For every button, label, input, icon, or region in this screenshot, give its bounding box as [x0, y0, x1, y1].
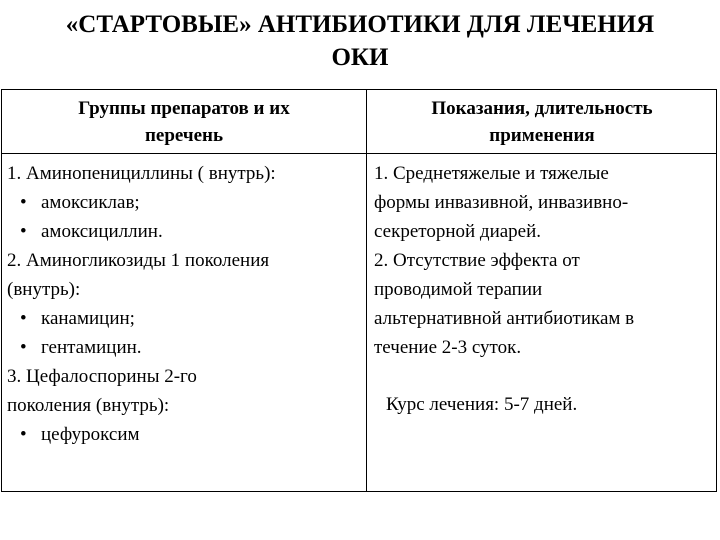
- group-aminoglycosides-route: (внутрь):: [7, 279, 81, 300]
- indication-1-line-2: формы инвазивной, инвазивно-: [374, 192, 629, 213]
- antibiotics-table: [1, 89, 717, 492]
- slide-title: [0, 8, 720, 74]
- header-indications: [367, 95, 717, 149]
- header-right-line-2: применения: [489, 125, 595, 146]
- indication-2-line-3: альтернативной антибиотикам в: [374, 308, 635, 329]
- indications-cell: [374, 159, 714, 419]
- list-item: [7, 188, 362, 217]
- drug-groups-cell: [7, 159, 362, 449]
- title-line-1: «СТАРТОВЫЕ» АНТИБИОТИКИ ДЛЯ ЛЕЧЕНИЯ: [65, 11, 655, 38]
- group-aminoglycosides: 2. Аминогликозиды 1 поколения: [7, 250, 270, 271]
- header-drug-groups: [2, 95, 366, 149]
- header-right-line-1: Показания, длительность: [431, 98, 653, 119]
- bullet-icon: •: [20, 337, 27, 358]
- indication-1-line-1: 1. Среднетяжелые и тяжелые: [374, 163, 609, 184]
- drug-cefuroxime: цефуроксим: [41, 424, 140, 445]
- indication-1-line-3: секреторной диарей.: [374, 221, 542, 242]
- group-aminopenicillins: 1. Аминопенициллины ( внутрь):: [7, 163, 276, 184]
- drug-amoxicillin: амоксициллин.: [41, 221, 163, 242]
- group-cephalosporins-route: поколения (внутрь):: [7, 395, 170, 416]
- header-left-line-2: перечень: [144, 125, 224, 146]
- list-item: [7, 217, 362, 246]
- drug-kanamycin: канамицин;: [41, 308, 135, 329]
- bullet-icon: •: [20, 308, 27, 329]
- group-cephalosporins: 3. Цефалоспорины 2-го: [7, 366, 197, 387]
- title-line-2: ОКИ: [331, 44, 389, 71]
- bullet-icon: •: [20, 192, 27, 213]
- indication-2-line-2: проводимой терапии: [374, 279, 543, 300]
- column-divider: [366, 90, 367, 491]
- list-item: [7, 304, 362, 333]
- list-item: [7, 420, 362, 449]
- bullet-icon: •: [20, 221, 27, 242]
- drug-amoxiclav: амоксиклав;: [41, 192, 140, 213]
- treatment-course: Курс лечения: 5-7 дней.: [386, 394, 578, 415]
- header-divider: [2, 153, 716, 154]
- drug-gentamicin: гентамицин.: [41, 337, 142, 358]
- indication-2-line-1: 2. Отсутствие эффекта от: [374, 250, 580, 271]
- bullet-icon: •: [20, 424, 27, 445]
- list-item: [7, 333, 362, 362]
- header-left-line-1: Группы препаратов и их: [78, 98, 290, 119]
- indication-2-line-4: течение 2-3 суток.: [374, 337, 522, 358]
